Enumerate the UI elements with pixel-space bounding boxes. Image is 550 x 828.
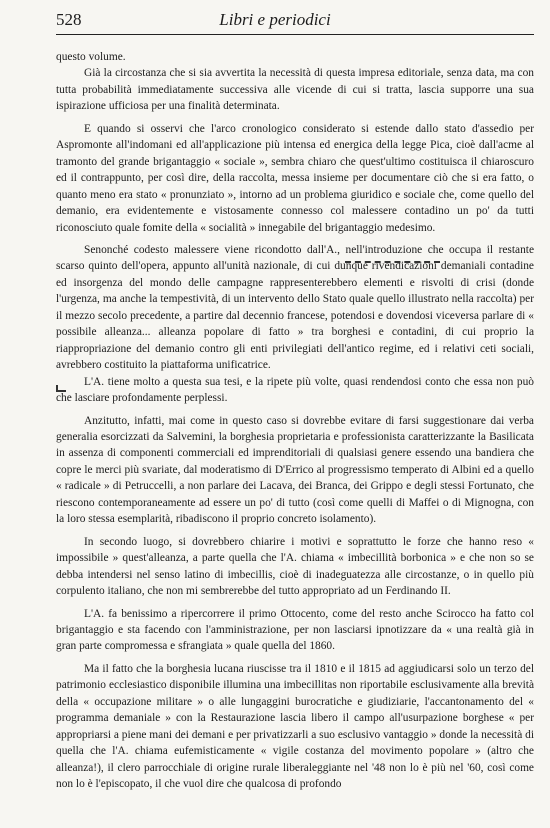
margin-bracket-mark: [56, 385, 66, 392]
paragraph: Ma il fatto che la borghesia lucana riuscisse tra il 1810 e il 1815 ad aggiudicarsi solo un terzo del patrimonio ecclesiastico disponibile illumina una imbecillitas non riportabile esclusivamente alla brevità della « occupazione militare » o alle lungaggini burocratiche e giudiziarie, l'accantonamento del « programma demaniale » con la Restaurazione lascia libero il campo all'usurpazione borghese « per appropriarsi a piene mani dei demani e per privatizzarli a suo esclusivo vantaggio » donde la necessità di quella che l'A. chiama eufemisticamente « vigile costanza del movimento popolare » (altro che alleanza!), il clero parrocchiale di origine rurale liberaleggiante nel '48 non lo è più nel '60, così come non lo è l'episcopato, il che vuol dire che qualcosa di profondo: [56, 662, 534, 791]
page-header: [0, 0, 550, 40]
paragraph: L'A. tiene molto a questa sua tesi, e la ripete più volte, quasi rendendosi conto che essa non può che lasciare profondamente perplessi.: [56, 375, 534, 405]
running-head: Libri e periodici: [219, 10, 331, 29]
body-text: [56, 49, 534, 792]
paragraph: E quando si osservi che l'arco cronologico considerato si estende dallo stato d'assedio per Aspromonte all'indomani ed all'applicazione più intensa ed energica della legge Pica, cioè dall'acme al tramonto del grande brigantaggio « sociale », sembra chiaro che quest'ultimo costituisca il chiaroscuro ed il contrappunto, per così dire, della raccolta, messa insieme per documentare ciò che si era fatto, o quanto meno era stato « pronunziato », intorno ad un problema giuridico e sociale che, come quello del demanio, era evidentemente e vistosamente connesso col malessere contadino un po' da tutti riconosciuto quale fomite della « socialità » innegabile del brigantaggio medesimo.: [56, 122, 534, 234]
pencil-underline-mark: [345, 261, 440, 271]
paragraph: Anzitutto, infatti, mai come in questo caso si dovrebbe evitare di farsi suggestionare dai verba generalia esorcizzati da Salvemini, la borghesia proprietaria e professionista caratterizzante la Basilicata in assenza di componenti commerciali ed imprenditoriali di qualsiasi genere essendo una bandiera che copre le merci più svariate, dal moderatismo di D'Errico al progressismo temperato di Albini ed a quello « radicale » di Petruccelli, a non parlare dei Lacava, dei Branca, dei Grippo e degli stessi Fortunato, che riescono contemporaneamente ad essere un po' di tutto (così come quelli di Maffei o di Mignogna, con la loro stessa esemplarità, ribadiscono il proprio concreto isolamento).: [56, 414, 534, 526]
header-rule: [56, 34, 534, 35]
page-number: 528: [56, 10, 82, 29]
paragraph: L'A. fa benissimo a ripercorrere il primo Ottocento, come del resto anche Scirocco ha fatto col brigantaggio e sta facendo con l'amministrazione, per non lasciarsi ipnotizzare da « una realtà già in gran parte compromessa e sfrangiata » quale quella del 1860.: [56, 607, 534, 653]
paragraph: Già la circostanza che si sia avvertita la necessità di questa impresa editoriale, senza data, ma con tutta probabilità immediatamente successiva alle vicende di cui si tratta, lascia supporre una sua ispirazione ufficiosa per una finalità determinata.: [56, 67, 534, 113]
paragraph: questo volume.: [56, 51, 126, 63]
paragraph: Senonché codesto malessere viene ricondotto dall'A., nell'introduzione che occupa il restante scarso quinto dell'opera, appunto all'unità nazionale, di cui dunque rivendicazioni demaniali contadine ed insorgenza del mondo delle campagne rappresenterebbero elementi e risvolti di crisi (donde l'urgenza, ma anche la tempestività, di un intervento dello Stato quale quello illustrato nella raccolta) per il mezzo secolo precedente, a partire dal decennio francese, potendosi e dovendosi viceversa parlare di « possibile alleanza... alleanza popolare di fatto » tra borghesi e contadini, di cui proprio la riappropriazione del demanio contro gli enti privilegiati dell'antico regime, ed i relativi ceti sociali, avrebbero costituito la piattaforma unificatrice.: [56, 243, 534, 372]
paragraph: In secondo luogo, si dovrebbero chiarire i motivi e soprattutto le forze che hanno reso « impossibile » quest'alleanza, a parte quella che l'A. chiama « imbecillità borbonica » e che non so se debba intendersi nel senso latino di imbecillis, cioè di inadeguatezza alle circostanze, o in quello più corpulento italiano, che non mi sembrerebbe del tutto appropriato ad un Ferdinando II.: [56, 535, 534, 598]
